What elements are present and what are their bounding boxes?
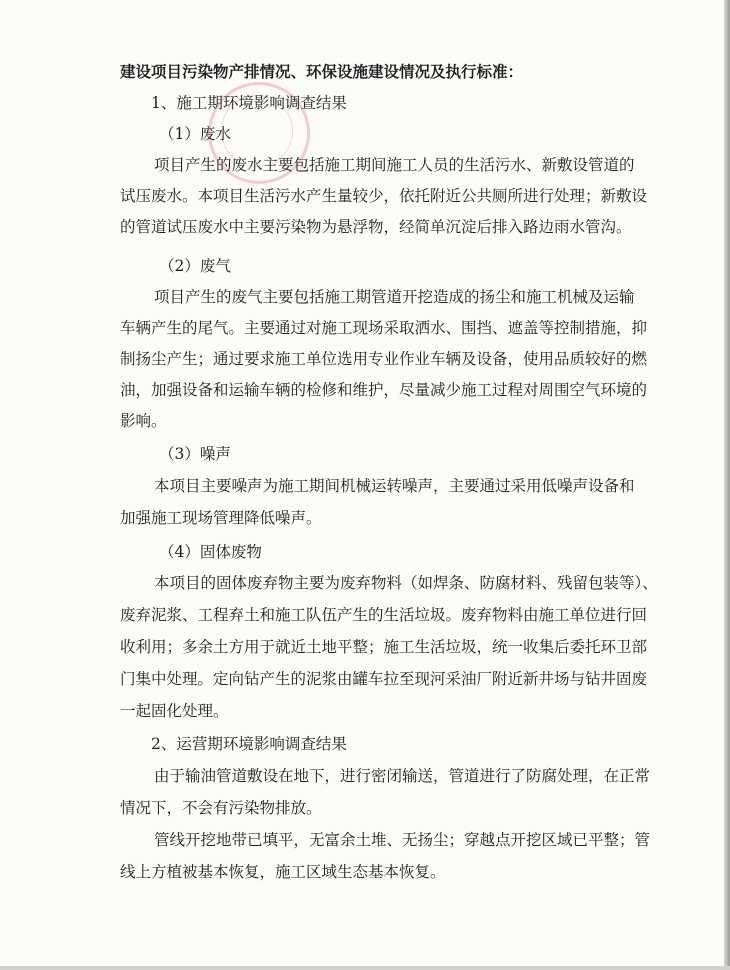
paragraph-line: 管线开挖地带已填平，无富余土堆、无扬尘；穿越点开挖区域已平整；管 <box>154 831 651 849</box>
paragraph-line: 制扬尘产生；通过要求施工单位选用专业作业车辆及设备，使用品质较好的燃 <box>120 350 648 368</box>
subheading-noise: （3）噪声 <box>159 445 231 463</box>
section-heading-operation: 2、运营期环境影响调查结果 <box>151 735 347 753</box>
paragraph-line: 收利用；多余土方用于就近土地平整；施工生活垃圾，统一收集后委托环卫部 <box>120 638 648 656</box>
paragraph-line: 加强施工现场管理降低噪声。 <box>120 509 322 527</box>
paragraph-line: 由于输油管道敷设在地下，进行密闭输送，管道进行了防腐处理，在正常 <box>154 767 651 785</box>
paragraph-line: 影响。 <box>120 412 167 430</box>
paragraph-line: 一起固化处理。 <box>120 702 229 720</box>
subheading-solid-waste: （4）固体废物 <box>159 543 262 561</box>
paragraph-line: 废弃泥浆、工程弃土和施工队伍产生的生活垃圾。废弃物料由施工单位进行回 <box>120 606 648 624</box>
paragraph-line: 车辆产生的尾气。主要通过对施工现场采取洒水、围挡、遮盖等控制措施，抑 <box>120 319 648 337</box>
paragraph-line: 门集中处理。定向钻产生的泥浆由罐车拉至现河采油厂附近新井场与钻井固废 <box>120 670 648 688</box>
document-title: 建设项目污染物产排情况、环保设施建设情况及执行标准： <box>120 62 524 81</box>
paragraph-line: 项目产生的废水主要包括施工期间施工人员的生活污水、新敷设管道的 <box>154 156 635 174</box>
paragraph-line: 本项目主要噪声为施工期间机械运转噪声，主要通过采用低噪声设备和 <box>154 477 635 495</box>
section-heading-construction: 1、施工期环境影响调查结果 <box>151 94 347 112</box>
paragraph-line: 本项目的固体废弃物主要为废弃物料（如焊条、防腐材料、残留包装等）、 <box>154 574 658 592</box>
paragraph-line: 油，加强设备和运输车辆的检修和维护，尽量减少施工过程对周围空气环境的 <box>120 381 648 399</box>
paragraph-line: 项目产生的废气主要包括施工期管道开挖造成的扬尘和施工机械及运输 <box>154 288 635 306</box>
paragraph-line: 情况下，不会有污染物排放。 <box>120 799 322 817</box>
paragraph-line: 试压废水。本项目生活污水产生量较少，依托附近公共厕所进行处理；新敷设 <box>120 187 648 205</box>
paragraph-line: 线上方植被基本恢复，施工区域生态基本恢复。 <box>120 863 446 881</box>
subheading-exhaust: （2）废气 <box>159 257 231 275</box>
subheading-wastewater: （1）废水 <box>159 125 231 143</box>
scan-edge-bottom <box>0 966 730 970</box>
scan-edge-right <box>724 0 730 970</box>
paragraph-line: 的管道试压废水中主要污染物为悬浮物，经简单沉淀后排入路边雨水管沟。 <box>120 218 632 236</box>
